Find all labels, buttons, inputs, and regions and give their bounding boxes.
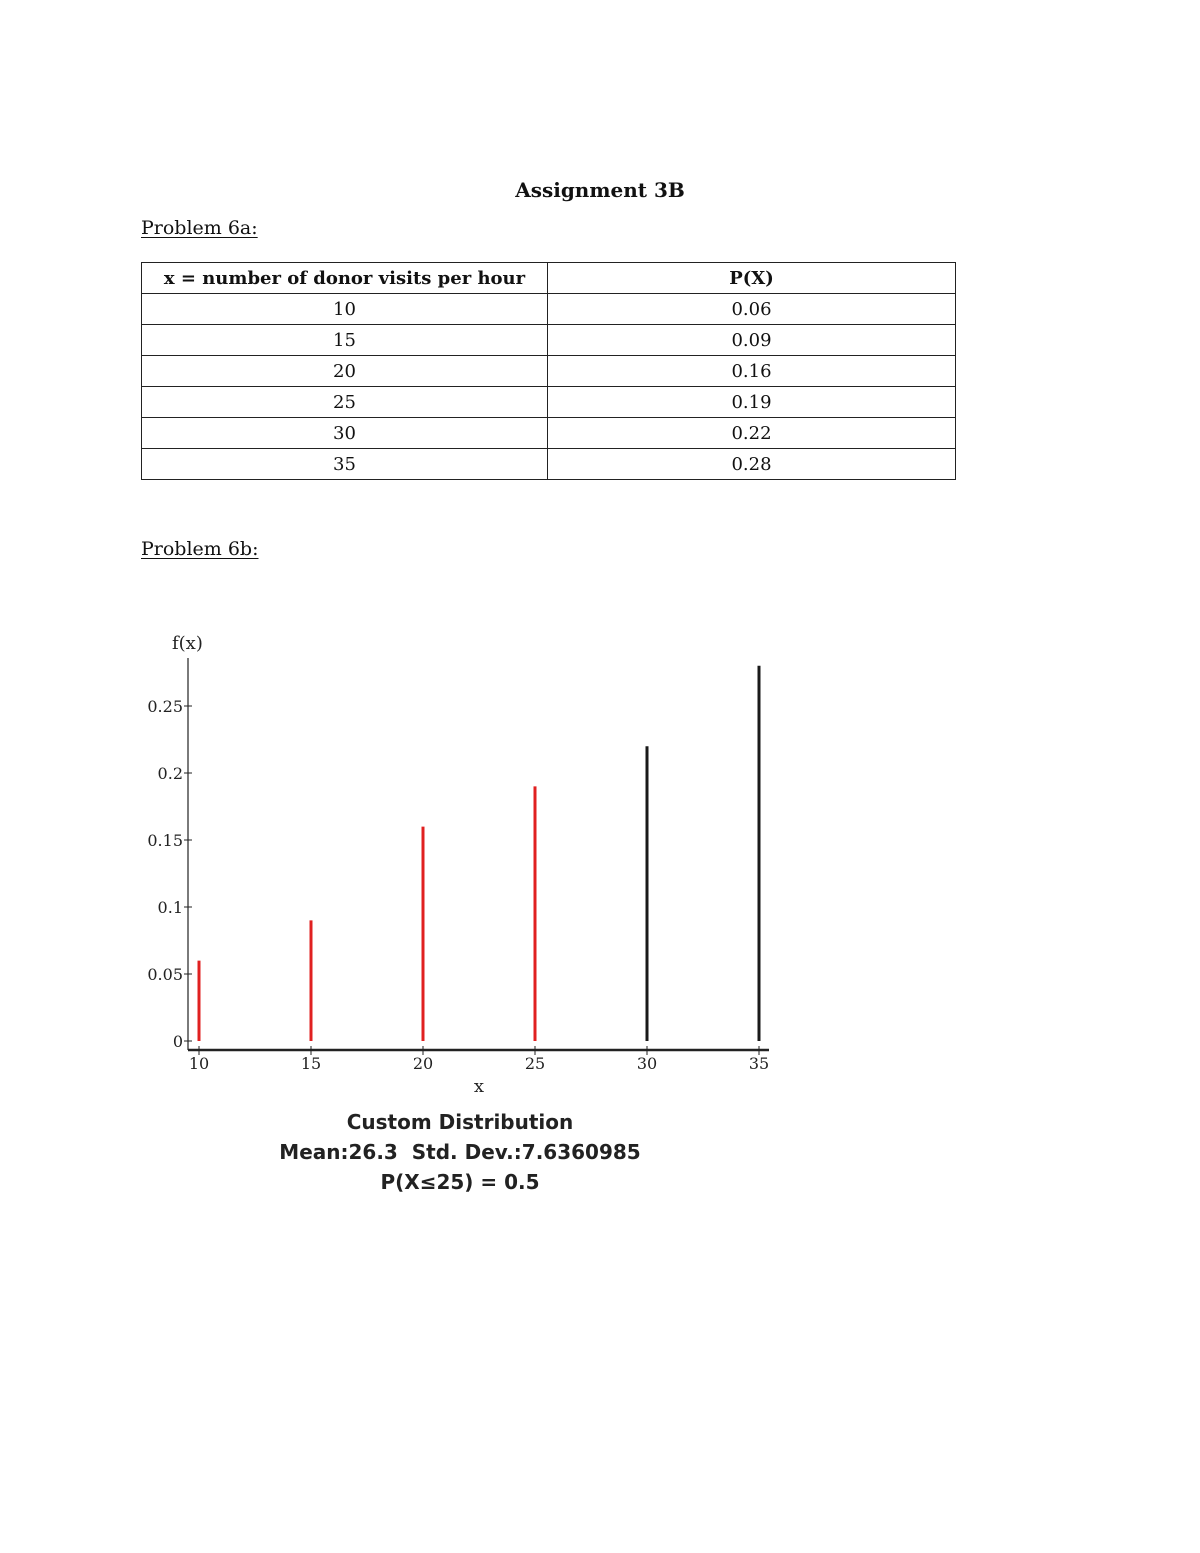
x-tick-label: 20: [412, 1054, 434, 1073]
x-axis-label: x: [473, 1076, 485, 1097]
table-row: [142, 325, 956, 356]
chart-caption-title: Custom Distribution: [346, 1110, 574, 1134]
table-cell-x: 25: [142, 387, 548, 418]
table-cell-px: 0.22: [548, 418, 956, 449]
table-row: [142, 418, 956, 449]
y-tick-label: 0: [172, 1032, 183, 1051]
table-header-row: [142, 263, 956, 294]
x-tick-label: 15: [300, 1054, 322, 1073]
column-header-x: x = number of donor visits per hour: [142, 263, 548, 294]
table-cell-px: 0.09: [548, 325, 956, 356]
problem-6b-heading: Problem 6b:: [141, 538, 259, 560]
y-tick-label: 0.1: [157, 898, 183, 917]
table-cell-x: 15: [142, 325, 548, 356]
table-cell-x: 20: [142, 356, 548, 387]
table-cell-x: 35: [142, 449, 548, 480]
y-tick-label: 0.25: [147, 697, 183, 716]
table-row: [142, 387, 956, 418]
y-tick-label: 0.2: [157, 764, 183, 783]
table-cell-px: 0.28: [548, 449, 956, 480]
table-row: [142, 294, 956, 325]
x-tick-label: 10: [188, 1054, 210, 1073]
x-tick-label: 25: [524, 1054, 546, 1073]
probability-distribution-chart: [130, 620, 790, 1100]
table-cell-px: 0.06: [548, 294, 956, 325]
x-tick-label: 30: [636, 1054, 658, 1073]
probability-table: [141, 262, 956, 480]
table-row: [142, 449, 956, 480]
table-cell-px: 0.19: [548, 387, 956, 418]
chart-caption-stats: Mean:26.3 Std. Dev.:7.6360985: [279, 1140, 641, 1164]
table-row: [142, 356, 956, 387]
table-cell-x: 10: [142, 294, 548, 325]
table-cell-px: 0.16: [548, 356, 956, 387]
y-axis-label: f(x): [172, 633, 203, 654]
column-header-px: P(X): [548, 263, 956, 294]
y-tick-label: 0.15: [147, 831, 183, 850]
chart-caption-probability: P(X≤25) = 0.5: [380, 1170, 540, 1194]
y-tick-label: 0.05: [147, 965, 183, 984]
x-tick-label: 35: [748, 1054, 770, 1073]
problem-6a-heading: Problem 6a:: [141, 217, 258, 239]
table-cell-x: 30: [142, 418, 548, 449]
document-title: Assignment 3B: [515, 178, 685, 202]
